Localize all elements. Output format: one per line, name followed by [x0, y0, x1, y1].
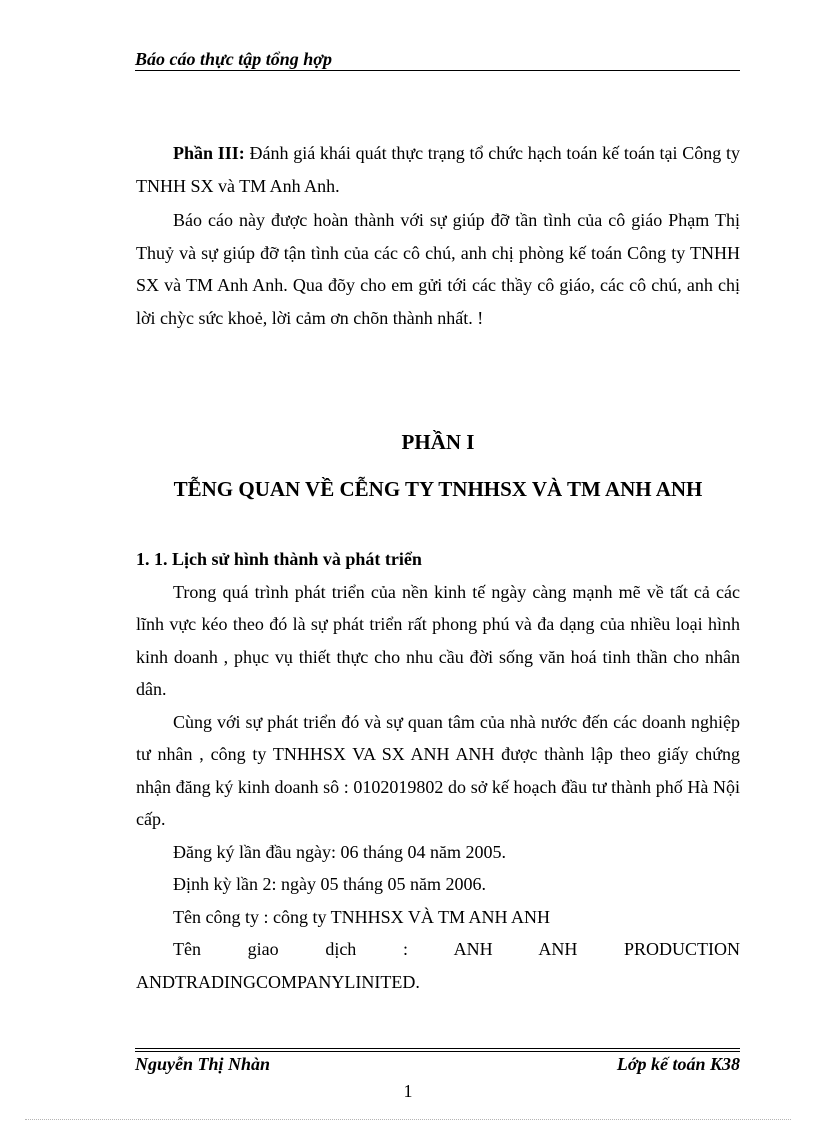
trade-name-line-2: ANDTRADINGCOMPANYLINITED.: [136, 971, 420, 992]
registration-second: Định kỳ lần 2: ngày 05 tháng 05 năm 2006.: [173, 874, 486, 894]
section-paragraph-2: Cùng với sự phát triển đó và sự quan tâm của nhà nước đến các doanh nghiệp tư nhân , công ty TNHHSX VA SX ANH ANH được thành lập theo giấy chứng nhận đăng ký kinh doanh sô : 0102019802 do sở kế hoạch đầu tư thành phố Hà Nội cấp.: [136, 711, 740, 829]
company-name: Tên công ty : công ty TNHHSX VÀ TM ANH ANH: [173, 906, 550, 927]
footer-author: Nguyễn Thị Nhàn: [135, 1054, 271, 1074]
intro-paragraph-2: Báo cáo này được hoàn thành với sự giúp đỡ tần tình của cô giáo Phạm Thị Thuỷ và sự giúp đỡ tận tình của các cô chú, anh chị phòng kế toán Công ty TNHH SX và TM Anh Anh. Qua đõy cho em gửi tới các thầy cô giáo, các cô chú, anh chị lời chỳc sức khoẻ, lời cảm ơn chõn thành nhất. !: [136, 210, 740, 328]
page-bottom-dotted-line: [25, 1119, 791, 1120]
intro-block: [136, 137, 740, 334]
section-block: [136, 543, 740, 998]
registration-first: Đăng ký lần đầu ngày: 06 tháng 04 năm 2005.: [173, 841, 506, 862]
section-paragraph-1: Trong quá trình phát triển của nền kinh tế ngày càng mạnh mẽ về tất cả các lĩnh vực kéo theo đó là sự phát triển rất phong phú và đa dạng của nhiều loại hình kinh doanh , phục vụ thiết thực cho nhu cầu đời sống văn hoá tinh thần cho nhân dân.: [136, 581, 740, 699]
part-title: TỄNG QUAN VỀ CỄNG TY TNHHSX VÀ TM ANH ANH: [173, 477, 703, 501]
running-header: Báo cáo thực tập tổng hợp: [135, 49, 332, 69]
footer-rule-bottom: [135, 1051, 740, 1052]
page-number: 1: [403, 1081, 413, 1101]
footer-rule-top: [135, 1048, 740, 1049]
part-label: PHẦN I: [401, 430, 475, 454]
header-rule: [135, 70, 740, 71]
part-iii-label: Phần III:: [173, 143, 245, 163]
part-iii-text: Đánh giá khái quát thực trạng tổ chức hạch toán kế toán tại Công ty TNHH SX và TM Anh Anh.: [136, 143, 740, 196]
footer-class: Lớp kế toán K38: [616, 1054, 740, 1074]
section-heading: 1. 1. Lịch sử hình thành và phát triển: [136, 549, 422, 569]
intro-paragraph-1: [136, 137, 740, 202]
trade-name-line-1: Tên giao dịch : ANH ANH PRODUCTION: [173, 939, 740, 959]
